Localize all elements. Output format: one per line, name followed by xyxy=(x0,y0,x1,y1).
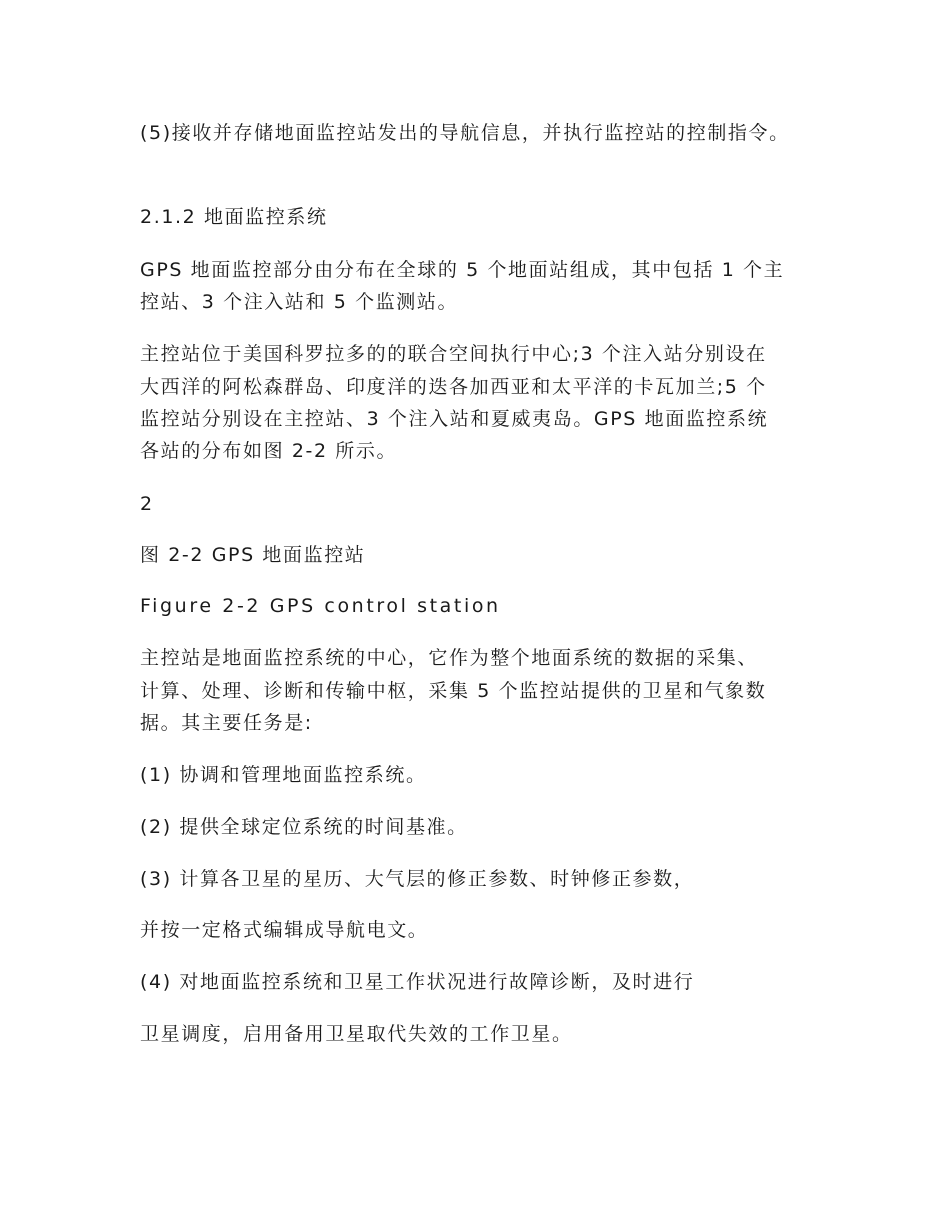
section-heading-2-1-2: 2.1.2 地面监控系统 xyxy=(140,206,328,228)
list-item-1: (1) 协调和管理地面监控系统。 xyxy=(140,764,427,786)
list-item-3-line-2: 并按一定格式编辑成导航电文。 xyxy=(140,919,429,941)
paragraph-2-line-3: 监控站分别设在主控站、3 个注入站和夏威夷岛。GPS 地面监控系统 xyxy=(140,408,769,430)
paragraph-1-line-2: 控站、3 个注入站和 5 个监测站。 xyxy=(140,291,459,313)
list-item-2: (2) 提供全球定位系统的时间基准。 xyxy=(140,816,468,838)
list-item-4-line-2: 卫星调度，启用备用卫星取代失效的工作卫星。 xyxy=(140,1023,573,1045)
paragraph-2-line-1: 主控站位于美国科罗拉多的的联合空间执行中心;3 个注入站分别设在 xyxy=(140,343,767,365)
list-item-3-line-1: (3) 计算各卫星的星历、大气层的修正参数、时钟修正参数， xyxy=(140,868,695,890)
paragraph-3-line-2: 计算、处理、诊断和传输中枢，采集 5 个监控站提供的卫星和气象数 xyxy=(140,680,767,702)
figure-caption-en: Figure 2-2 GPS control station xyxy=(140,595,501,617)
figure-caption-cn: 图 2-2 GPS 地面监控站 xyxy=(140,544,366,566)
text-line-task-5: (5)接收并存储地面监控站发出的导航信息，并执行监控站的控制指令。 xyxy=(140,122,790,144)
paragraph-2-line-4: 各站的分布如图 2-2 所示。 xyxy=(140,440,398,462)
figure-placeholder-number: 2 xyxy=(140,493,154,515)
paragraph-3-line-1: 主控站是地面监控系统的中心，它作为整个地面系统的数据的采集、 xyxy=(140,647,759,669)
paragraph-1-line-1: GPS 地面监控部分由分布在全球的 5 个地面站组成，其中包括 1 个主 xyxy=(140,259,785,281)
paragraph-3-line-3: 据。其主要任务是: xyxy=(140,712,313,734)
list-item-4-line-1: (4) 对地面监控系统和卫星工作状况进行故障诊断，及时进行 xyxy=(140,971,695,993)
paragraph-2-line-2: 大西洋的阿松森群岛、印度洋的迭各加西亚和太平洋的卡瓦加兰;5 个 xyxy=(140,376,767,398)
